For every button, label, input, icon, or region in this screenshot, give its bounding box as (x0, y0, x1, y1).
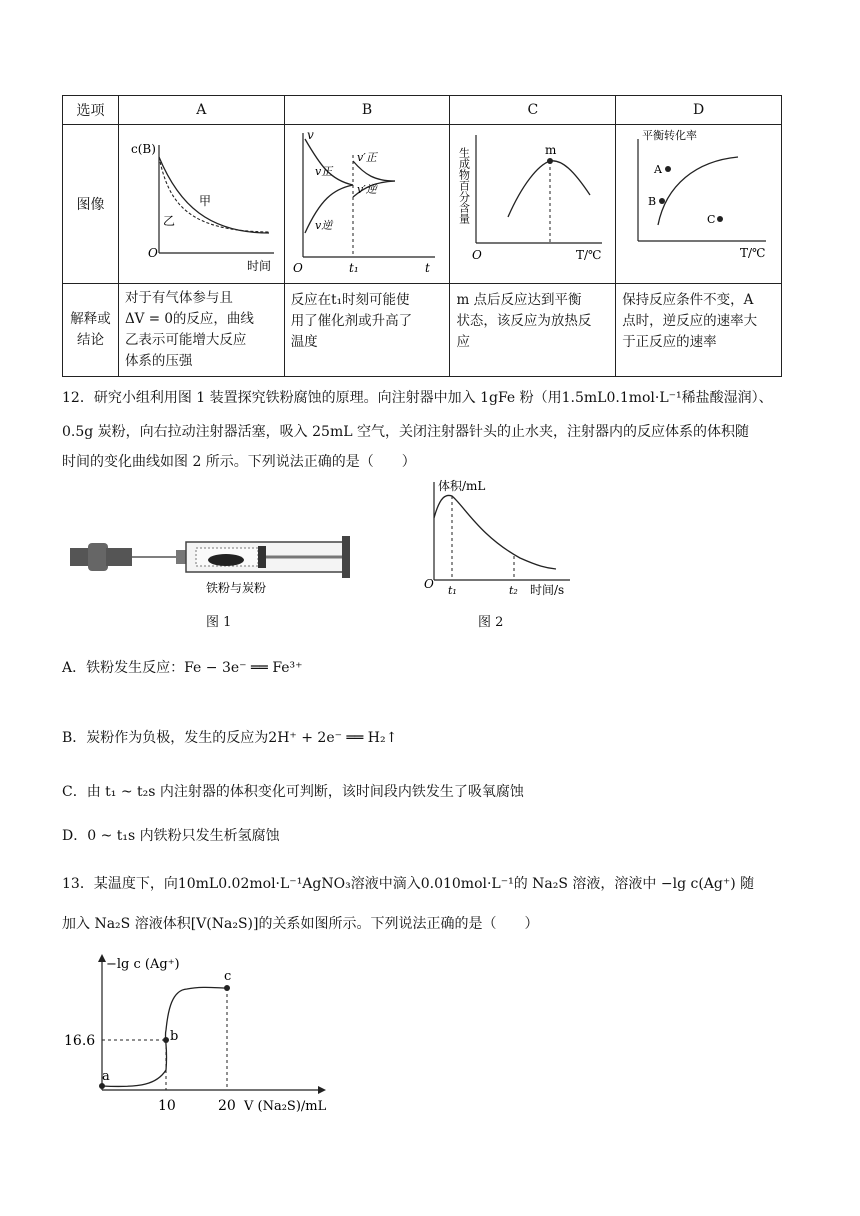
svg-text:m: m (545, 143, 557, 157)
svg-text:T/℃: T/℃ (576, 248, 602, 262)
header-A: A (118, 96, 284, 125)
point-c (224, 985, 230, 991)
point-b (163, 1037, 169, 1043)
svg-text:体积/mL: 体积/mL (438, 479, 486, 493)
svg-text:时间/s: 时间/s (530, 583, 565, 597)
q13-xtick-20: 20 (218, 1098, 236, 1114)
svg-text:O: O (472, 248, 483, 262)
fig2-chart (420, 476, 580, 600)
q13-line2: 加入 Na₂S 溶液体积[V(Na₂S)]的关系如图所示。下列说法正确的是（ ） (62, 916, 539, 932)
graph-B (284, 125, 450, 284)
header-B: B (284, 96, 450, 125)
q12-option-B[interactable]: B．炭粉作为负极，发生的反应为2H⁺ + 2e⁻ ══ H₂↑ (62, 730, 398, 746)
row-label-text: 解释或 结论 (63, 284, 119, 377)
header-D: D (616, 96, 782, 125)
graph-D (616, 125, 782, 284)
q13-ytick: 16.6 (64, 1033, 96, 1049)
q13-xlabel: V (Na₂S)/mL (244, 1099, 327, 1114)
q13-line1: 13．某温度下，向10mL0.02mol·L⁻¹AgNO₃溶液中滴入0.010mol·L⁻¹的 Na₂S 溶液，溶液中 −lg c(Ag⁺) 随 (62, 876, 755, 892)
q12-line3: 时间的变化曲线如图 2 所示。下列说法正确的是（ ） (62, 454, 416, 470)
q12-line2: 0.5g 炭粉，向右拉动注射器活塞，吸入 25mL 空气，关闭注射器针头的止水夹，注射器内的反应体系的体积随 (62, 424, 749, 440)
svg-text:v′正: v′正 (356, 151, 377, 164)
svg-text:t: t (424, 261, 430, 275)
svg-text:B: B (648, 195, 657, 208)
svg-text:a: a (102, 1069, 110, 1084)
conclusion-D: 保持反应条件不变，A 点时，逆反应的速率大 于正反应的速率 (616, 284, 782, 377)
svg-text:O: O (424, 577, 434, 591)
svg-text:b: b (170, 1029, 179, 1044)
svg-text:t₂: t₂ (509, 584, 518, 597)
q12-option-A[interactable]: A．铁粉发生反应：Fe − 3e⁻ ══ Fe³⁺ (62, 660, 303, 676)
svg-text:t₁: t₁ (348, 261, 359, 275)
fig1-syringe (66, 528, 366, 608)
q13-xtick-10: 10 (158, 1098, 176, 1114)
graph-A (118, 125, 284, 284)
fig1-label: 图 1 (206, 615, 232, 630)
svg-text:O: O (147, 246, 158, 260)
svg-text:乙: 乙 (162, 214, 175, 228)
graph-C (450, 125, 616, 284)
conclusion-A: 对于有气体参与且 ΔV = 0的反应，曲线 乙表示可能增大反应 体系的压强 (118, 284, 284, 377)
header-C: C (450, 96, 616, 125)
svg-text:平衡转化率: 平衡转化率 (642, 129, 698, 142)
conclusion-C: m 点后反应达到平衡 状态，该反应为放热反 应 (450, 284, 616, 377)
svg-text:T/℃: T/℃ (740, 246, 766, 260)
q13-ylabel: −lg c (Ag⁺) (106, 957, 180, 972)
options-table (62, 95, 782, 377)
svg-text:C: C (707, 213, 716, 226)
svg-text:时间: 时间 (246, 259, 271, 273)
q12-option-D[interactable]: D．0 ~ t₁s 内铁粉只发生析氢腐蚀 (62, 828, 280, 844)
svg-text:甲: 甲 (198, 194, 211, 208)
svg-text:生成物百分含量: 生成物百分含量 (457, 147, 471, 224)
svg-text:v: v (306, 128, 314, 142)
svg-text:v正: v正 (314, 165, 332, 178)
q13-chart (62, 950, 362, 1130)
conclusion-B: 反应在t₁时刻可能使 用了催化剂或升高了 温度 (284, 284, 450, 377)
svg-text:c: c (224, 969, 232, 984)
q12-option-C[interactable]: C．由 t₁ ~ t₂s 内注射器的体积变化可判断，该时间段内铁发生了吸氧腐蚀 (62, 784, 524, 800)
svg-text:A: A (654, 163, 663, 176)
svg-text:v逆: v逆 (314, 219, 332, 232)
row-label-image: 图像 (63, 125, 119, 284)
header-option: 选项 (63, 96, 119, 125)
fig2-label: 图 2 (478, 615, 504, 630)
svg-text:v′逆: v′逆 (356, 183, 377, 196)
svg-text:铁粉与炭粉: 铁粉与炭粉 (206, 581, 267, 595)
graphA-ylabel: c(B) (130, 142, 156, 156)
svg-text:t₁: t₁ (448, 584, 457, 597)
q12-line1: 12．研究小组利用图 1 装置探究铁粉腐蚀的原理。向注射器中加入 1gFe 粉（用1.5mL0.1mol·L⁻¹稀盐酸湿润）、 (62, 390, 773, 406)
svg-text:O: O (292, 261, 303, 275)
